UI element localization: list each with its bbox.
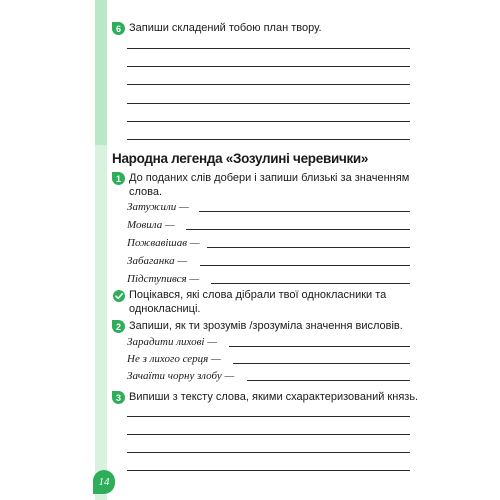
answer-line[interactable] (127, 48, 410, 49)
answer-line[interactable] (211, 283, 410, 284)
answer-line[interactable] (199, 211, 410, 212)
page-number: 14 (93, 470, 115, 494)
answer-line[interactable] (127, 121, 410, 122)
answer-line[interactable] (127, 84, 410, 85)
task-6-badge: 6 (112, 22, 125, 35)
margin-band-lower (95, 145, 107, 500)
answer-line[interactable] (207, 247, 410, 248)
answer-line[interactable] (233, 363, 410, 364)
check-text: Поцікався, які слова дібрали твої однокласники та однокласниці. (129, 289, 387, 315)
term-5: Підступився — (127, 273, 200, 285)
answer-line[interactable] (127, 434, 410, 435)
answer-line[interactable] (127, 470, 410, 471)
answer-line[interactable] (127, 103, 410, 104)
answer-line[interactable] (127, 452, 410, 453)
phrase-3: Зачаїти чорну злобу — (127, 370, 235, 382)
task-2-badge: 2 (112, 320, 125, 333)
term-1: Затужили — (127, 201, 189, 213)
phrase-2: Не з лихого серця — (127, 353, 221, 365)
answer-line[interactable] (127, 66, 410, 67)
task-2-text: Запиши, як ти зрозумів /зрозуміла значення висловів. (129, 320, 403, 332)
answer-line[interactable] (247, 380, 410, 381)
task-6-text: Запиши складений тобою план твору. (129, 22, 322, 34)
task-3-text: Випиши з тексту слова, якими схарактеризований князь. (129, 391, 419, 403)
answer-line[interactable] (229, 346, 410, 347)
checkmark-icon (113, 289, 125, 307)
task-3-badge: 3 (112, 391, 125, 404)
answer-line[interactable] (186, 229, 410, 230)
answer-line[interactable] (127, 416, 410, 417)
term-4: Забаганка — (127, 255, 188, 267)
term-3: Пожвавішав — (127, 237, 200, 249)
phrase-1: Зарадити лихові — (127, 336, 217, 348)
answer-line[interactable] (127, 139, 410, 140)
section-title: Народна легенда «Зозулині черевички» (112, 151, 369, 166)
task-1-text: До поданих слів добери і запиши близькі за значенням слова. (129, 172, 410, 198)
answer-line[interactable] (200, 265, 410, 266)
task-1-badge: 1 (112, 172, 125, 185)
term-2: Мовила — (127, 219, 175, 231)
